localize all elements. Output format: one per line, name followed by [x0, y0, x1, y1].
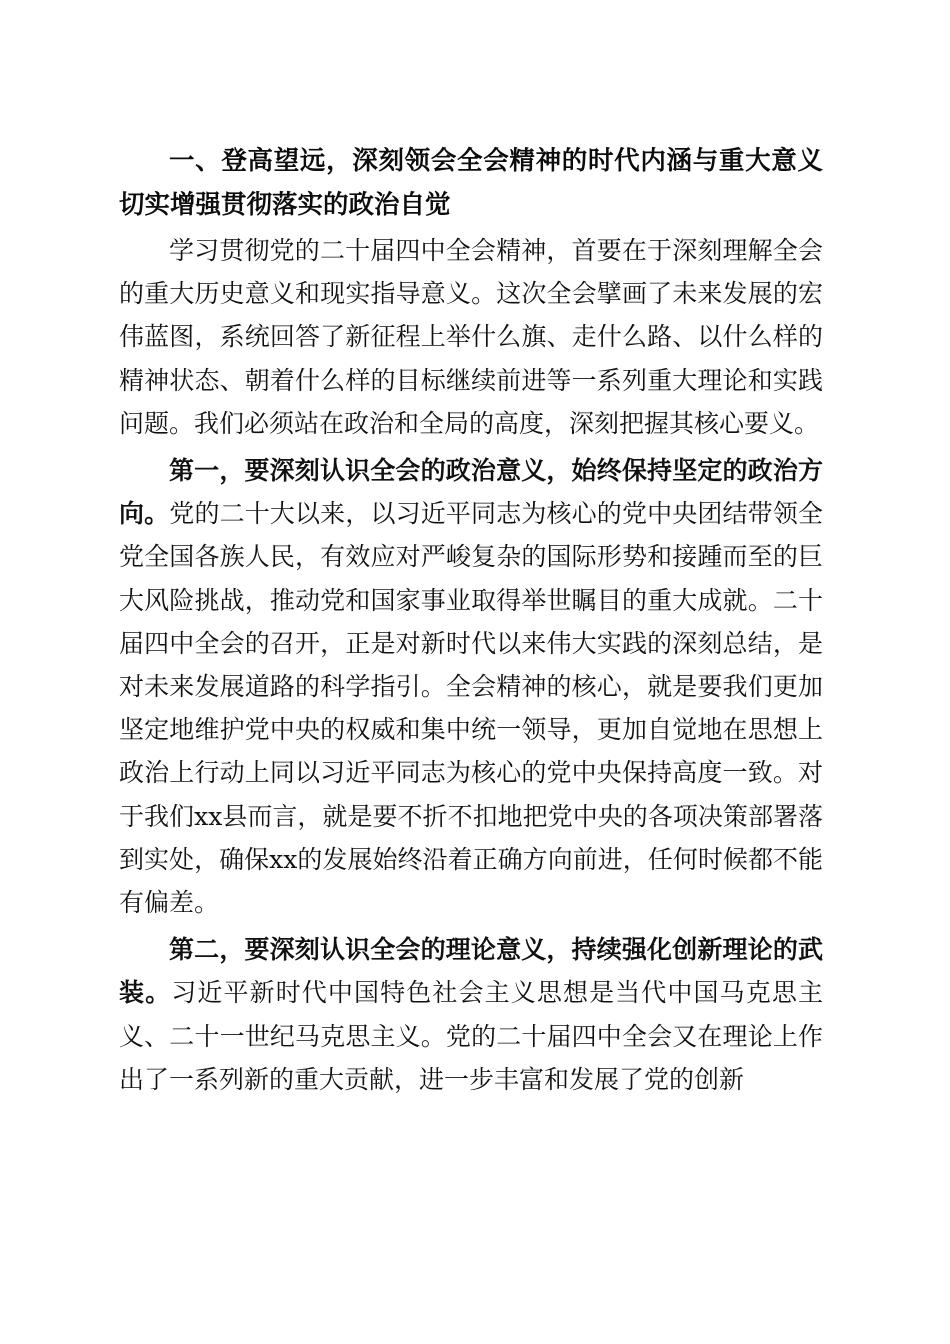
paragraph-text: 习近平新时代中国特色社会主义思想是当代中国马克思主义、二十一世纪马克思主义。党的二十届四中全会又在理论上作出了一系列新的重大贡献，进一步丰富和发展了党的创新 — [119, 978, 823, 1094]
paragraph-intro — [119, 229, 823, 445]
document-body — [119, 140, 823, 1101]
paragraph-lead: 第二，要深刻认识全会的理论意义，持续强化创新理论的武装。 — [119, 935, 823, 1008]
section-heading: 一、登高望远，深刻领会全会精神的时代内涵与重大意义切实增强贯彻落实的政治自觉 — [119, 146, 823, 220]
paragraph-point-one — [119, 449, 823, 924]
paragraph-point-two — [119, 928, 823, 1101]
paragraph-lead: 第一，要深刻认识全会的政治意义，始终保持坚定的政治方向。 — [119, 456, 823, 529]
paragraph-text: 党的二十大以来，以习近平同志为核心的党中央团结带领全党全国各族人民，有效应对严峻复杂的国际形势和接踵而至的巨大风险挑战，推动党和国家事业取得举世瞩目的重大成就。二十届四中全会的召开，正是对新时代以来伟大实践的深刻总结，是对未来发展道路的科学指引。全会精神的核心，就是要我们更加坚定地维护党中央的权威和集中统一领导，更加自觉地在思想上政治上行动上同以习近平同志为核心的党中央保持高度一致。对于我们xx县而言，就是要不折不扣地把党中央的各项决策部署落到实处，确保xx的发展始终沿着正确方向前进，任何时候都不能有偏差。 — [119, 499, 823, 918]
paragraph-text: 学习贯彻党的二十届四中全会精神，首要在于深刻理解全会的重大历史意义和现实指导意义。这次全会擘画了未来发展的宏伟蓝图，系统回答了新征程上举什么旗、走什么路、以什么样的精神状态、朝着什么样的目标继续前进等一系列重大理论和实践问题。我们必须站在政治和全局的高度，深刻把握其核心要义。 — [119, 236, 823, 438]
